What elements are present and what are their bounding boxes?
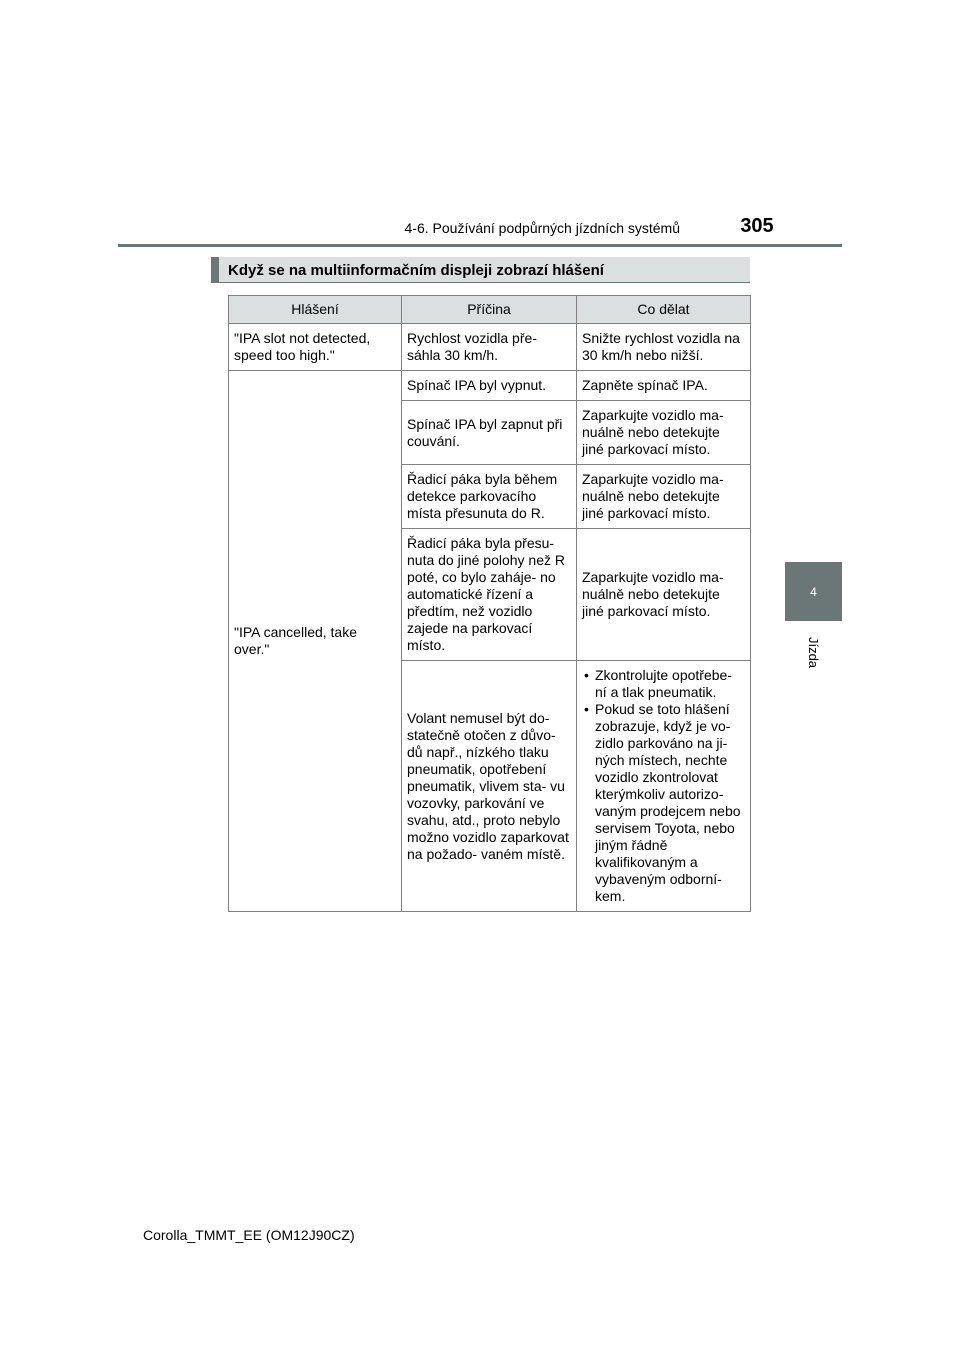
chapter-tab-number: 4 [810, 584, 817, 599]
chapter-tab [785, 562, 842, 621]
column-header-message: Hlášení [229, 296, 402, 324]
message-cell: "IPA slot not detected, speed too high." [229, 324, 402, 371]
action-bullet-item: • Zkontrolujte opotřebe- ní a tlak pneumatik. [582, 667, 745, 701]
header-section-title: 4-6. Používání podpůrných jízdních systémů [404, 220, 680, 236]
message-cell: "IPA cancelled, take over." [229, 371, 402, 912]
action-cell [577, 661, 751, 912]
action-cell: Snižte rychlost vozidla na 30 km/h nebo nižší. [577, 324, 751, 371]
table-row [229, 371, 751, 401]
table-row [229, 324, 751, 371]
cause-cell: Rychlost vozidla pře- sáhla 30 km/h. [402, 324, 577, 371]
chapter-side-label [785, 632, 842, 672]
cause-cell: Řadicí páka byla během detekce parkovacího místa přesunuta do R. [402, 465, 577, 529]
cause-cell: Spínač IPA byl zapnut při couvání. [402, 401, 577, 465]
action-bullet-item: • Pokud se toto hlášení zobrazuje, když je vo- zidlo parkováno na ji- ných místech, nechte vozidlo zkontrolovat kterýmkoliv autorizo- vaným prodejcem nebo servisem Toyota, nebo jiným řádně kvalifikovaným a vybaveným odborní- kem. [582, 701, 745, 905]
header-rule [118, 244, 842, 247]
document-footer: Corolla_TMMT_EE (OM12J90CZ) [143, 1227, 355, 1243]
section-title: Když se na multiinformačním displeji zobrazí hlášení [228, 262, 604, 279]
chapter-side-label-text: Jízda [805, 636, 821, 668]
action-bullet-list [582, 667, 745, 905]
page-number: 305 [740, 215, 774, 237]
action-cell: Zapněte spínač IPA. [577, 371, 751, 401]
cause-cell: Řadicí páka byla přesu- nuta do jiné polohy než R poté, co bylo zahájе- no automatické řízení a předtím, než vozidlo zajede na parkovací místo. [402, 529, 577, 661]
message-table [228, 295, 751, 912]
action-cell: Zaparkujte vozidlo ma- nuálně nebo detekujte jiné parkovací místo. [577, 465, 751, 529]
column-header-cause: Příčina [402, 296, 577, 324]
table-header-row [229, 296, 751, 324]
cause-cell: Volant nemusel být do- statečně otočen z důvo- dů např., nízkého tlaku pneumatik, opotřebení pneumatik, vlivem sta- vu vozovky, parkování ve svahu, atd., proto nebylo možno vozidlo zaparkovat na požado- vaném místě. [402, 661, 577, 912]
column-header-action: Co dělat [577, 296, 751, 324]
action-cell: Zaparkujte vozidlo ma- nuálně nebo detekujte jiné parkovací místo. [577, 401, 751, 465]
cause-cell: Spínač IPA byl vypnut. [402, 371, 577, 401]
action-cell: Zaparkujte vozidlo ma- nuálně nebo detekujte jiné parkovací místo. [577, 529, 751, 661]
